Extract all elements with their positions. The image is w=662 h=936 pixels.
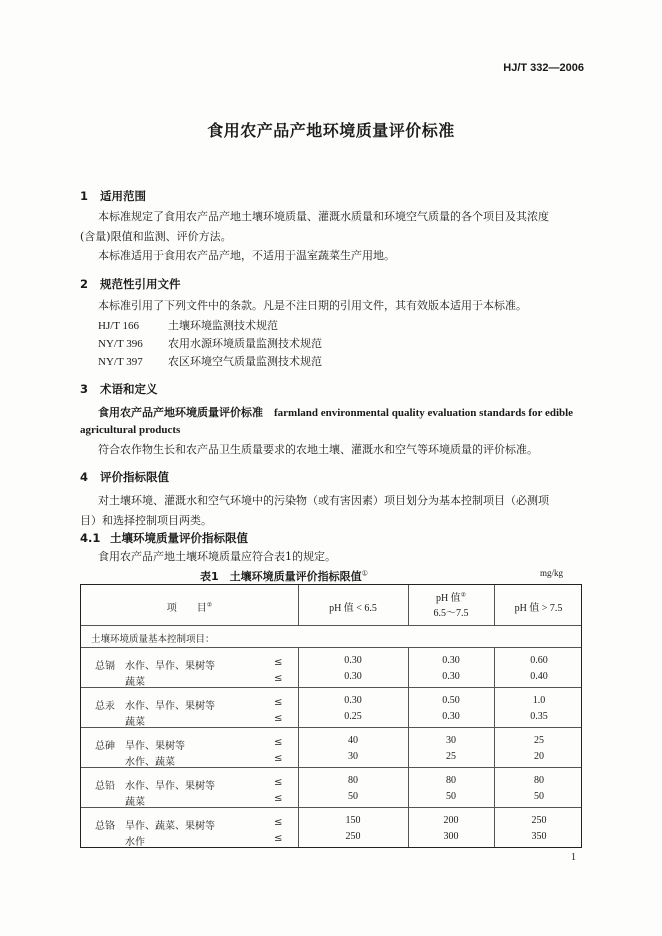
value-cell: 350 xyxy=(531,831,547,842)
value-cell: 25 xyxy=(446,751,456,762)
header-col-2 xyxy=(408,589,494,619)
header-item xyxy=(81,599,298,614)
section-1-number: 1 xyxy=(80,189,89,203)
reference-code: NY/T 396 xyxy=(98,338,143,350)
crop-type: 旱作、蔬菜、果树等 xyxy=(125,821,215,832)
document-title: 食用农产品产地环境质量评价标准 xyxy=(207,121,455,140)
crop-type: 水作、旱作、果树等 xyxy=(125,701,215,712)
reference-code: HJ/T 166 xyxy=(98,320,140,332)
table-unit: mg/kg xyxy=(540,568,564,578)
table-rule xyxy=(81,647,581,648)
section-4-1-number: 4.1 xyxy=(80,531,101,545)
element-name: 总汞 xyxy=(95,701,115,712)
section-4-para-1b: 目）和选择控制项目两类。 xyxy=(80,514,212,527)
table-rule xyxy=(494,647,495,847)
value-cell: 1.0 xyxy=(532,695,546,706)
reference-code: NY/T 397 xyxy=(98,356,143,368)
table-rule xyxy=(81,625,581,626)
element-name: 总砷 xyxy=(95,741,115,752)
section-2-para-1: 本标准引用了下列文件中的条款。凡是不注日期的引用文件，其有效版本适用于本标准。 xyxy=(98,299,527,312)
reference-name: 农区环境空气质量监测技术规范 xyxy=(168,355,322,368)
crop-type: 蔬菜 xyxy=(125,797,145,808)
section-3-title: 术语和定义 xyxy=(100,382,158,396)
le-symbol: ≤ xyxy=(274,753,283,764)
le-symbol: ≤ xyxy=(274,833,283,844)
value-cell: 80 xyxy=(348,775,358,786)
crop-type: 蔬菜 xyxy=(125,677,145,688)
section-4-para-1a: 对土壤环境、灌溉水和空气环境中的污染物（或有害因素）项目划分为基本控制项目（必测项 xyxy=(98,494,549,507)
element-name: 总镉 xyxy=(95,661,115,672)
value-cell: 80 xyxy=(446,775,456,786)
value-cell: 30 xyxy=(348,751,358,762)
value-cell: 0.30 xyxy=(344,671,362,682)
term-chinese: 食用农产品产地环境质量评价标准 xyxy=(98,406,263,419)
section-1-heading xyxy=(80,188,146,204)
element-name: 总铬 xyxy=(95,821,115,832)
header-col-2-range: 6.5～7.5 xyxy=(433,608,469,619)
table-rule xyxy=(408,647,409,847)
value-cell: 0.30 xyxy=(344,695,362,706)
soil-criteria-table xyxy=(80,584,582,848)
crop-type: 水作、旱作、果树等 xyxy=(125,781,215,792)
value-cell: 50 xyxy=(534,791,544,802)
crop-type: 水作、旱作、果树等 xyxy=(125,661,215,672)
le-symbol: ≤ xyxy=(274,713,283,724)
header-col-3: pH 值 > 7.5 xyxy=(514,603,563,614)
header-item-label: 项 目 xyxy=(166,603,207,614)
header-col-2-label: pH 值 xyxy=(435,593,461,604)
section-4-1-title: 土壤环境质量评价指标限值 xyxy=(110,531,248,545)
crop-type: 旱作、果树等 xyxy=(125,741,185,752)
table-rule xyxy=(81,727,581,728)
reference-item xyxy=(98,317,278,333)
section-2-heading xyxy=(80,276,181,292)
value-cell: 250 xyxy=(345,831,361,842)
value-cell: 0.35 xyxy=(530,711,548,722)
section-1-para-2: 本标准适用于食用农产品产地，不适用于温室蔬菜生产用地。 xyxy=(98,249,395,262)
value-cell: 80 xyxy=(534,775,544,786)
section-3-number: 3 xyxy=(80,382,89,396)
section-4-number: 4 xyxy=(80,470,89,484)
document-code: HJ/T 332—2006 xyxy=(503,62,584,74)
header-col-2-note: ② xyxy=(460,592,467,599)
le-symbol: ≤ xyxy=(274,817,283,828)
table-rule xyxy=(81,687,581,688)
value-cell: 20 xyxy=(534,751,544,762)
value-cell: 0.30 xyxy=(442,655,460,666)
section-4-title: 评价指标限值 xyxy=(100,470,169,484)
value-cell: 0.40 xyxy=(530,671,548,682)
header-col-1: pH 值 < 6.5 xyxy=(329,603,377,614)
section-4-heading xyxy=(80,469,169,485)
section-4-1-para-1: 食用农产品产地土壤环境质量应符合表1的规定。 xyxy=(98,550,336,563)
value-cell: 0.25 xyxy=(344,711,362,722)
value-cell: 0.60 xyxy=(530,655,548,666)
section-1-para-1b: (含量)限值和监测、评价方法。 xyxy=(80,230,232,243)
le-symbol: ≤ xyxy=(274,673,283,684)
crop-type: 水作 xyxy=(125,837,145,848)
value-cell: 25 xyxy=(534,735,544,746)
value-cell: 40 xyxy=(348,735,358,746)
value-cell: 0.50 xyxy=(442,695,460,706)
value-cell: 250 xyxy=(531,815,547,826)
section-2-number: 2 xyxy=(80,277,89,291)
table-caption-note: ① xyxy=(361,569,368,578)
reference-item xyxy=(98,353,322,369)
value-cell: 300 xyxy=(443,831,459,842)
crop-type: 蔬菜 xyxy=(125,717,145,728)
section-3-heading xyxy=(80,381,158,397)
le-symbol: ≤ xyxy=(274,793,283,804)
header-item-note: ② xyxy=(206,601,213,609)
value-cell: 50 xyxy=(446,791,456,802)
term-line-1 xyxy=(98,404,573,420)
term-english-a: farmland environmental quality evaluation standards for edible xyxy=(274,407,574,419)
term-definition: 符合农作物生长和农产品卫生质量要求的农地土壤、灌溉水和空气等环境质量的评价标准。 xyxy=(98,443,538,456)
value-cell: 30 xyxy=(446,735,456,746)
le-symbol: ≤ xyxy=(274,737,283,748)
table-caption-text: 表1 土壤环境质量评价指标限值 xyxy=(200,570,362,583)
term-english-b: agricultural products xyxy=(80,424,181,436)
section-1-para-1a: 本标准规定了食用农产品产地土壤环境质量、灌溉水质量和环境空气质量的各个项目及其浓度 xyxy=(98,210,549,223)
reference-item xyxy=(98,335,322,351)
le-symbol: ≤ xyxy=(274,657,283,668)
reference-name: 农用水源环境质量监测技术规范 xyxy=(168,337,322,350)
le-symbol: ≤ xyxy=(274,777,283,788)
page-number: 1 xyxy=(571,852,576,863)
value-cell: 200 xyxy=(443,815,459,826)
value-cell: 0.30 xyxy=(442,671,460,682)
value-cell: 0.30 xyxy=(344,655,362,666)
reference-name: 土壤环境监测技术规范 xyxy=(168,319,278,332)
crop-type: 水作、蔬菜 xyxy=(125,757,175,768)
value-cell: 50 xyxy=(348,791,358,802)
value-cell: 0.30 xyxy=(442,711,460,722)
group-label: 土壤环境质量基本控制项目： xyxy=(91,634,215,645)
value-cell: 150 xyxy=(345,815,361,826)
table-rule xyxy=(298,647,299,847)
section-1-title: 适用范围 xyxy=(100,189,146,203)
element-name: 总铅 xyxy=(95,781,115,792)
table-caption xyxy=(200,568,368,584)
section-2-title: 规范性引用文件 xyxy=(100,277,181,291)
term-line-2 xyxy=(80,423,180,436)
section-4-1-heading xyxy=(80,530,248,546)
le-symbol: ≤ xyxy=(274,697,283,708)
table-rule xyxy=(81,807,581,808)
